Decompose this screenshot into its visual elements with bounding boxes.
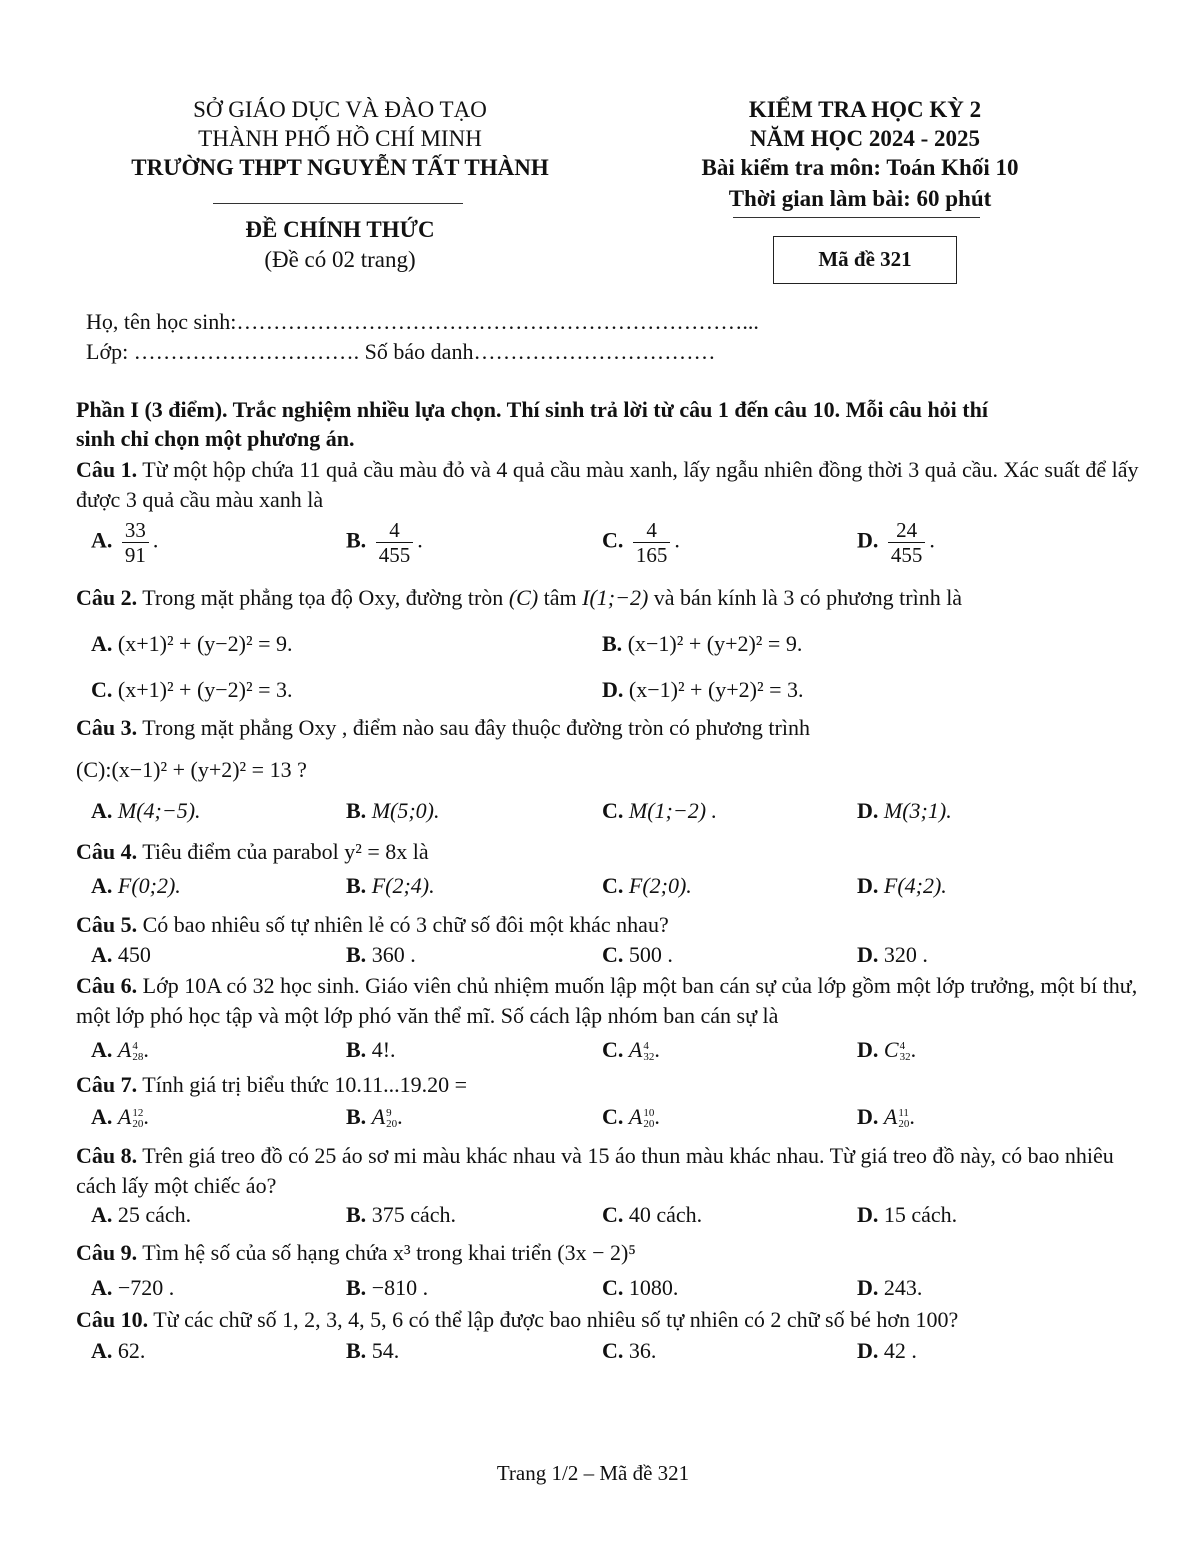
q2-option-d[interactable]: D. (x−1)² + (y+2)² = 3. [602, 677, 804, 702]
q9-option-c[interactable]: C. 1080. [602, 1275, 679, 1300]
question-7: Câu 7. Tính giá trị biểu thức 10.11...19.20 = [76, 1072, 467, 1097]
q8-option-b[interactable]: B. 375 cách. [346, 1202, 456, 1227]
question-2: Câu 2. Trong mặt phẳng tọa độ Oxy, đường tròn (C) tâm I(1;−2) và bán kính là 3 có phương trình là [76, 585, 963, 610]
pages-note: (Đề có 02 trang) [264, 247, 416, 272]
question-6: Câu 6. Lớp 10A có 32 học sinh. Giáo viên chủ nhiệm muốn lập một ban cán sự của lớp gồm một lớp trưởng, một bí thư, một lớp phó học tập và một lớp phó văn thể mĩ. Số cách lập nhóm ban cán sự là [76, 973, 1138, 1028]
q6-option-c[interactable]: C. A 4 32 . [602, 1037, 660, 1063]
question-4: Câu 4. Tiêu điểm của parabol y² = 8x là [76, 839, 429, 864]
question-5: Câu 5. Có bao nhiêu số tự nhiên lẻ có 3 chữ số đôi một khác nhau? [76, 912, 669, 937]
q8-option-a[interactable]: A. 25 cách. [91, 1202, 192, 1227]
question-label: Câu 1. [76, 457, 138, 482]
school-year: NĂM HỌC 2024 - 2025 [750, 126, 980, 151]
q1-option-b[interactable]: B. $\frac{4}{455}$ . [346, 518, 423, 567]
q10-option-b[interactable]: B. 54. [346, 1338, 400, 1363]
q3-option-a[interactable]: A. M(4;−5). [91, 798, 201, 823]
q4-option-b[interactable]: B. F(2;4). [346, 873, 435, 898]
q8-option-c[interactable]: C. 40 cách. [602, 1202, 703, 1227]
q8-option-d[interactable]: D. 15 cách. [857, 1202, 958, 1227]
city-name: THÀNH PHỐ HỒ CHÍ MINH [198, 126, 482, 151]
subject: Bài kiểm tra môn: Toán Khối 10 [701, 155, 1019, 180]
question-1 [76, 455, 1156, 515]
q5-option-a[interactable]: A. 450 [91, 942, 151, 967]
q10-option-a[interactable]: A. 62. [91, 1338, 146, 1363]
q1-option-d[interactable]: D. $\frac{24}{455}$ . [857, 518, 935, 567]
q4-option-d[interactable]: D. F(4;2). [857, 873, 947, 898]
q1-option-a[interactable]: A. $\frac{33}{91}$ . [91, 518, 159, 567]
divider-left [213, 203, 463, 204]
q5-option-b[interactable]: B. 360 . [346, 942, 416, 967]
q9-option-a[interactable]: A. −720 . [91, 1275, 175, 1300]
duration: Thời gian làm bài: 60 phút [728, 186, 992, 211]
q3-equation: (C):(x−1)² + (y+2)² = 13 ? [76, 757, 307, 782]
official-label: ĐỀ CHÍNH THỨC [245, 217, 435, 242]
q6-option-d[interactable]: D. C 4 32 . [857, 1037, 917, 1063]
q1-option-c[interactable]: C. $\frac{4}{165}$ . [602, 518, 680, 567]
school-name: TRƯỜNG THPT NGUYỄN TẤT THÀNH [131, 155, 549, 180]
q9-option-b[interactable]: B. −810 . [346, 1275, 429, 1300]
part1-heading-line1: Phần I (3 điểm). Trắc nghiệm nhiều lựa chọn. Thí sinh trả lời từ câu 1 đến câu 10. Mỗi câu hỏi thí [76, 397, 988, 422]
q9-option-d[interactable]: D. 243. [857, 1275, 923, 1300]
student-name-line: Họ, tên học sinh:……………………………………………………………... [86, 309, 759, 334]
q3-option-d[interactable]: D. M(3;1). [857, 798, 952, 823]
exam-title: KIỂM TRA HỌC KỲ 2 [748, 97, 982, 122]
q7-option-a[interactable]: A. A 12 20 . [91, 1104, 149, 1130]
q7-option-c[interactable]: C. A 10 20 . [602, 1104, 660, 1130]
q7-option-b[interactable]: B. A 9 20 . [346, 1104, 403, 1130]
question-9: Câu 9. Tìm hệ số của số hạng chứa x³ trong khai triển (3x − 2)⁵ [76, 1240, 636, 1265]
q5-option-c[interactable]: C. 500 . [602, 942, 673, 967]
q2-option-c[interactable]: C. (x+1)² + (y−2)² = 3. [91, 677, 293, 702]
q2-option-b[interactable]: B. (x−1)² + (y+2)² = 9. [602, 631, 803, 656]
q7-option-d[interactable]: D. A 11 20 . [857, 1104, 915, 1130]
question-3: Câu 3. Trong mặt phẳng Oxy , điểm nào sau đây thuộc đường tròn có phương trình [76, 715, 810, 740]
divider-right [733, 217, 980, 218]
q6-option-a[interactable]: A. A 4 28 . [91, 1037, 149, 1063]
page-footer: Trang 1/2 – Mã đề 321 [496, 1461, 690, 1485]
q2-option-a[interactable]: A. (x+1)² + (y−2)² = 9. [91, 631, 293, 656]
student-class-line: Lớp: …………………………. Số báo danh…………………………… [86, 339, 716, 364]
question-10: Câu 10. Từ các chữ số 1, 2, 3, 4, 5, 6 có thể lập được bao nhiêu số tự nhiên có 2 chữ số bé hơn 100? [76, 1307, 959, 1332]
q3-option-c[interactable]: C. M(1;−2) . [602, 798, 718, 823]
part1-heading-line2: sinh chỉ chọn một phương án. [76, 426, 355, 451]
question-text: Từ một hộp chứa 11 quả cầu màu đỏ và 4 quả cầu màu xanh, lấy ngẫu nhiên đồng thời 3 quả cầu. Xác suất để lấy được 3 quả cầu màu xanh là [76, 457, 1139, 512]
q5-option-d[interactable]: D. 320 . [857, 942, 928, 967]
q10-option-d[interactable]: D. 42 . [857, 1338, 917, 1363]
q3-option-b[interactable]: B. M(5;0). [346, 798, 440, 823]
q4-option-c[interactable]: C. F(2;0). [602, 873, 692, 898]
q6-option-b[interactable]: B. 4!. [346, 1037, 396, 1062]
q4-option-a[interactable]: A. F(0;2). [91, 873, 181, 898]
dept-name: SỞ GIÁO DỤC VÀ ĐÀO TẠO [193, 97, 487, 122]
question-8: Câu 8. Trên giá treo đồ có 25 áo sơ mi màu khác nhau và 15 áo thun màu khác nhau. Từ giá treo đồ này, có bao nhiêu cách lấy một chiếc áo? [76, 1143, 1114, 1198]
exam-code: Mã đề 321 [818, 247, 912, 271]
q10-option-c[interactable]: C. 36. [602, 1338, 657, 1363]
